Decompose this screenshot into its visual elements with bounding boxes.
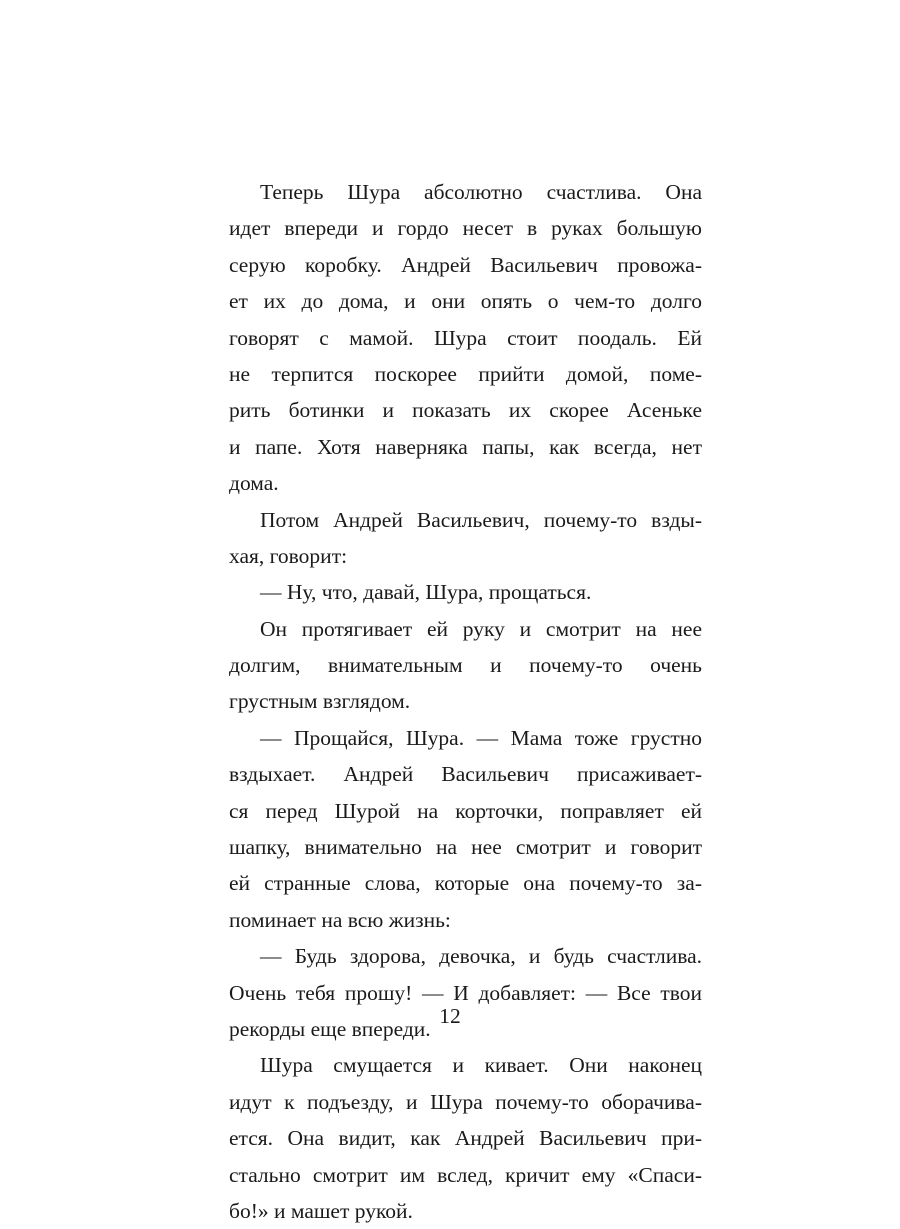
text-line: Он протягивает ей руку и смотрит на нее (260, 616, 702, 641)
text-line: идет впереди и гордо несет в руках большую (229, 216, 702, 241)
text-line: ется. Она видит, как Андрей Васильевич при- (229, 1126, 702, 1151)
text-line: — Будь здорова, девочка, и будь счастлива. (260, 944, 702, 969)
text-line: рекорды еще впереди. (229, 1016, 431, 1041)
text-line: вздыхает. Андрей Васильевич присаживает- (229, 762, 702, 787)
text-line: шапку, внимательно на нее смотрит и говорит (229, 835, 702, 860)
text-line: грустным взглядом. (229, 689, 411, 714)
body-text (229, 174, 702, 1229)
text-line: поминает на всю жизнь: (229, 907, 451, 932)
text-line: бо!» и машет рукой. (229, 1198, 413, 1223)
text-line: идут к подъезду, и Шура почему-то оборачива- (229, 1089, 702, 1114)
text-line: дома. (229, 471, 279, 496)
text-line: Очень тебя прошу! — И добавляет: — Все твои (229, 980, 702, 1005)
text-line: Шура смущается и кивает. Они наконец (260, 1053, 702, 1078)
text-line: — Прощайся, Шура. — Мама тоже грустно (260, 725, 702, 750)
text-line: не терпится поскорее прийти домой, поме- (229, 361, 702, 386)
text-line: говорят с мамой. Шура стоит поодаль. Ей (229, 325, 702, 350)
text-line: и папе. Хотя наверняка папы, как всегда, нет (229, 434, 702, 459)
text-line: — Ну, что, давай, Шура, прощаться. (260, 580, 592, 605)
page-number: 12 (439, 1004, 461, 1028)
text-line: рить ботинки и показать их скорее Асеньке (229, 398, 702, 423)
text-line: хая, говорит: (229, 543, 348, 568)
text-line: ей странные слова, которые она почему-то за- (229, 871, 702, 896)
text-line: серую коробку. Андрей Васильевич провожа- (229, 252, 702, 277)
text-line: Потом Андрей Васильевич, почему-то взды- (260, 507, 702, 532)
text-line: ся перед Шурой на корточки, поправляет ей (229, 798, 702, 823)
text-line: Теперь Шура абсолютно счастлива. Она (260, 180, 702, 204)
text-line: долгим, внимательным и почему-то очень (229, 653, 702, 678)
text-line: ет их до дома, и они опять о чем-то долго (229, 289, 702, 314)
text-line: стально смотрит им вслед, кричит ему «Спаси- (229, 1162, 702, 1187)
